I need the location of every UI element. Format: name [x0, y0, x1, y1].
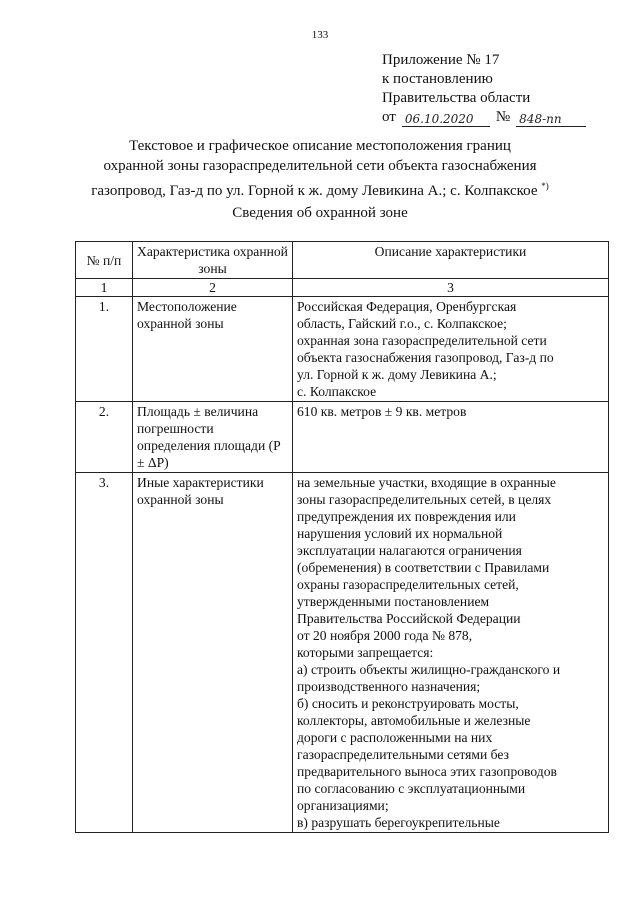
- description-line: предварительного выноса этих газопроводов: [297, 764, 557, 779]
- section-title: Сведения об охранной зоне: [232, 205, 408, 221]
- description-line: утвержденными постановлением: [297, 594, 490, 609]
- handwritten-number: 848-пп: [516, 112, 586, 127]
- description-line: на земельные участки, входящие в охранные: [297, 475, 556, 490]
- description-line: а) строить объекты жилищно-гражданского и: [297, 662, 561, 677]
- document-title: [60, 136, 580, 201]
- row-number: 1.: [76, 297, 133, 402]
- description-line: газораспределительными сетями без: [297, 747, 509, 762]
- footnote-mark: *): [541, 181, 549, 191]
- description-line: производственного назначения;: [297, 679, 481, 694]
- row-characteristic: Иные характеристики охранной зоны: [133, 473, 293, 833]
- column-number-1: 1: [76, 279, 133, 297]
- description-line: нарушения условий их нормальной: [297, 526, 503, 541]
- description-line: охранная зона газораспределительной сети: [297, 333, 547, 348]
- row-characteristic: Местоположение охранной зоны: [133, 297, 293, 402]
- table-row: [76, 297, 609, 402]
- description-line: Российская Федерация, Оренбургская: [297, 299, 517, 314]
- column-number-3: 3: [293, 279, 609, 297]
- description-line: объекта газоснабжения газопровод, Газ-д по: [297, 350, 554, 365]
- row-description: [293, 473, 609, 833]
- description-line: коллекторы, автомобильные и железные: [297, 713, 531, 728]
- column-number-2: 2: [133, 279, 293, 297]
- description-line: по согласованию с эксплуатационными: [297, 781, 526, 796]
- table-row: [76, 402, 609, 473]
- description-line: ул. Горной к ж. дому Левикина А.;: [297, 367, 497, 382]
- description-line: охраны газораспределительных сетей,: [297, 577, 519, 592]
- appendix-line-3: Правительства области: [382, 90, 531, 106]
- header-characteristic: Характеристика охранной зоны: [133, 242, 293, 279]
- title-line-2: охранной зоны газораспределительной сети объекта газоснабжения: [103, 158, 537, 174]
- row-number: 2.: [76, 402, 133, 473]
- appendix-date-row: [382, 108, 586, 127]
- description-line: которыми запрещается:: [297, 645, 434, 660]
- row-description: [293, 402, 609, 473]
- handwritten-date: 06.10.2020: [402, 112, 490, 127]
- description-line: (обременения) в соответствии с Правилами: [297, 560, 550, 575]
- description-line: б) сносить и реконструировать мосты,: [297, 696, 519, 711]
- number-prefix: №: [495, 109, 511, 125]
- title-line-1: Текстовое и графическое описание местоположения границ: [129, 138, 511, 154]
- page-number: 133: [311, 29, 329, 41]
- header-description: Описание характеристики: [293, 242, 609, 279]
- date-prefix: от: [382, 109, 396, 125]
- table-row: [76, 473, 609, 833]
- row-description: [293, 297, 609, 402]
- row-characteristic: Площадь ± величина погрешности определения площади (Р ± ΔР): [133, 402, 293, 473]
- appendix-block: [382, 51, 586, 127]
- description-line: область, Гайский г.о., с. Колпакское;: [297, 316, 507, 331]
- zone-info-table: [75, 241, 609, 833]
- description-line: от 20 ноября 2000 года № 878,: [297, 628, 473, 643]
- title-line-3: [60, 176, 580, 201]
- appendix-line-1: Приложение № 17: [382, 52, 500, 68]
- row-number: 3.: [76, 473, 133, 833]
- description-line: дороги с расположенными на них: [297, 730, 493, 745]
- description-line: зоны газораспределительных сетей, в целях: [297, 492, 552, 507]
- description-line: в) разрушать берегоукрепительные: [297, 815, 500, 830]
- description-line: Правительства Российской Федерации: [297, 611, 521, 626]
- header-number: № п/п: [76, 242, 133, 279]
- description-line: эксплуатации налагаются ограничения: [297, 543, 522, 558]
- title-line-3-text: газопровод, Газ-д по ул. Горной к ж. дому Левикина А.; с. Колпакское: [91, 183, 538, 199]
- description-line: предупреждения их повреждения или: [297, 509, 516, 524]
- description-line: организациями;: [297, 798, 389, 813]
- table-header-row: [76, 242, 609, 279]
- description-line: с. Колпакское: [297, 384, 377, 399]
- appendix-line-2: к постановлению: [382, 71, 493, 87]
- column-number-row: [76, 279, 609, 297]
- description-line: 610 кв. метров ± 9 кв. метров: [297, 404, 467, 419]
